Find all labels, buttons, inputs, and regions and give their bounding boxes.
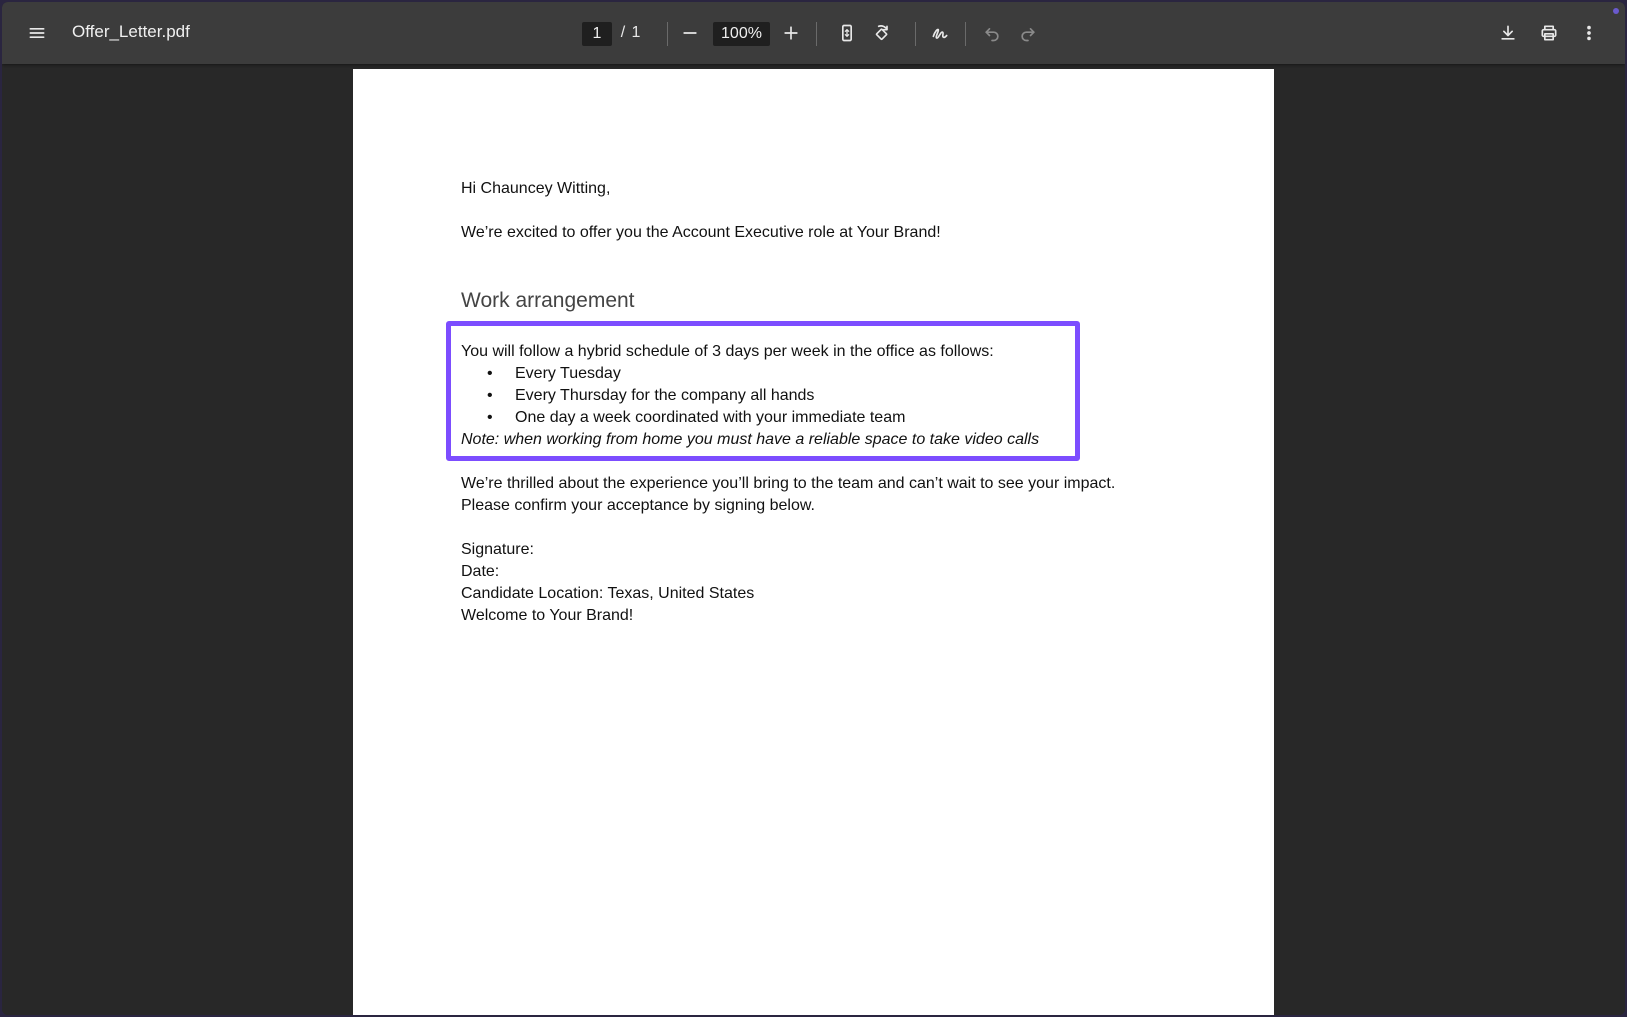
- candidate-location-text: Candidate Location: Texas, United States: [461, 585, 755, 602]
- zoom-out-button[interactable]: [673, 16, 707, 50]
- zoom-level-input[interactable]: 100%: [713, 22, 770, 46]
- page-separator: /: [620, 24, 626, 41]
- greeting-text: Hi Chauncey Witting,: [461, 180, 611, 197]
- annotate-button[interactable]: [923, 16, 957, 50]
- date-label: Date:: [461, 563, 500, 580]
- list-item-text: Every Thursday for the company all hands: [515, 387, 815, 404]
- signature-label: Signature:: [461, 541, 534, 558]
- window-status-dot: [1613, 8, 1619, 14]
- toolbar-divider: [667, 22, 668, 46]
- schedule-intro-text: You will follow a hybrid schedule of 3 days per week in the office as follows:: [461, 343, 994, 360]
- pdf-viewer-window: [2, 2, 1625, 1015]
- pdf-toolbar: [2, 2, 1625, 64]
- file-name: Offer_Letter.pdf: [72, 22, 190, 41]
- draw-icon: [930, 23, 950, 43]
- toolbar-divider: [965, 22, 966, 46]
- more-vert-icon: [1579, 23, 1599, 43]
- bullet-marker: •: [487, 387, 493, 404]
- menu-icon: [27, 23, 47, 43]
- zoom-in-button[interactable]: [774, 16, 808, 50]
- download-button[interactable]: [1491, 16, 1525, 50]
- plus-icon: [781, 23, 801, 43]
- page-number-input[interactable]: 1: [582, 22, 612, 46]
- list-item-text: One day a week coordinated with your immediate team: [515, 409, 906, 426]
- fit-page-icon: [837, 23, 857, 43]
- undo-icon: [982, 23, 1002, 43]
- toolbar-divider: [816, 22, 817, 46]
- bullet-marker: •: [487, 365, 493, 382]
- closing-text: We’re thrilled about the experience you’ll bring to the team and can’t wait to see your impact.: [461, 475, 1116, 492]
- print-icon: [1539, 23, 1559, 43]
- closing-text: Please confirm your acceptance by signing below.: [461, 497, 815, 514]
- pdf-viewer-area[interactable]: [2, 64, 1625, 1015]
- fit-page-button[interactable]: [830, 16, 864, 50]
- welcome-text: Welcome to Your Brand!: [461, 607, 634, 624]
- more-options-button[interactable]: [1572, 16, 1606, 50]
- print-button[interactable]: [1532, 16, 1566, 50]
- menu-button[interactable]: [20, 16, 54, 50]
- redo-button[interactable]: [1011, 16, 1045, 50]
- toolbar-divider: [915, 22, 916, 46]
- download-icon: [1498, 23, 1518, 43]
- minus-icon: [680, 23, 700, 43]
- bullet-marker: •: [487, 409, 493, 426]
- intro-text: We’re excited to offer you the Account Executive role at Your Brand!: [461, 224, 941, 241]
- list-item-text: Every Tuesday: [515, 365, 621, 382]
- undo-button[interactable]: [975, 16, 1009, 50]
- rotate-icon: [872, 23, 892, 43]
- rotate-button[interactable]: [865, 16, 899, 50]
- pdf-page: [353, 69, 1274, 1015]
- redo-icon: [1018, 23, 1038, 43]
- total-pages: 1: [631, 24, 641, 41]
- note-text: Note: when working from home you must have a reliable space to take video calls: [461, 431, 1040, 448]
- section-heading: Work arrangement: [461, 289, 635, 312]
